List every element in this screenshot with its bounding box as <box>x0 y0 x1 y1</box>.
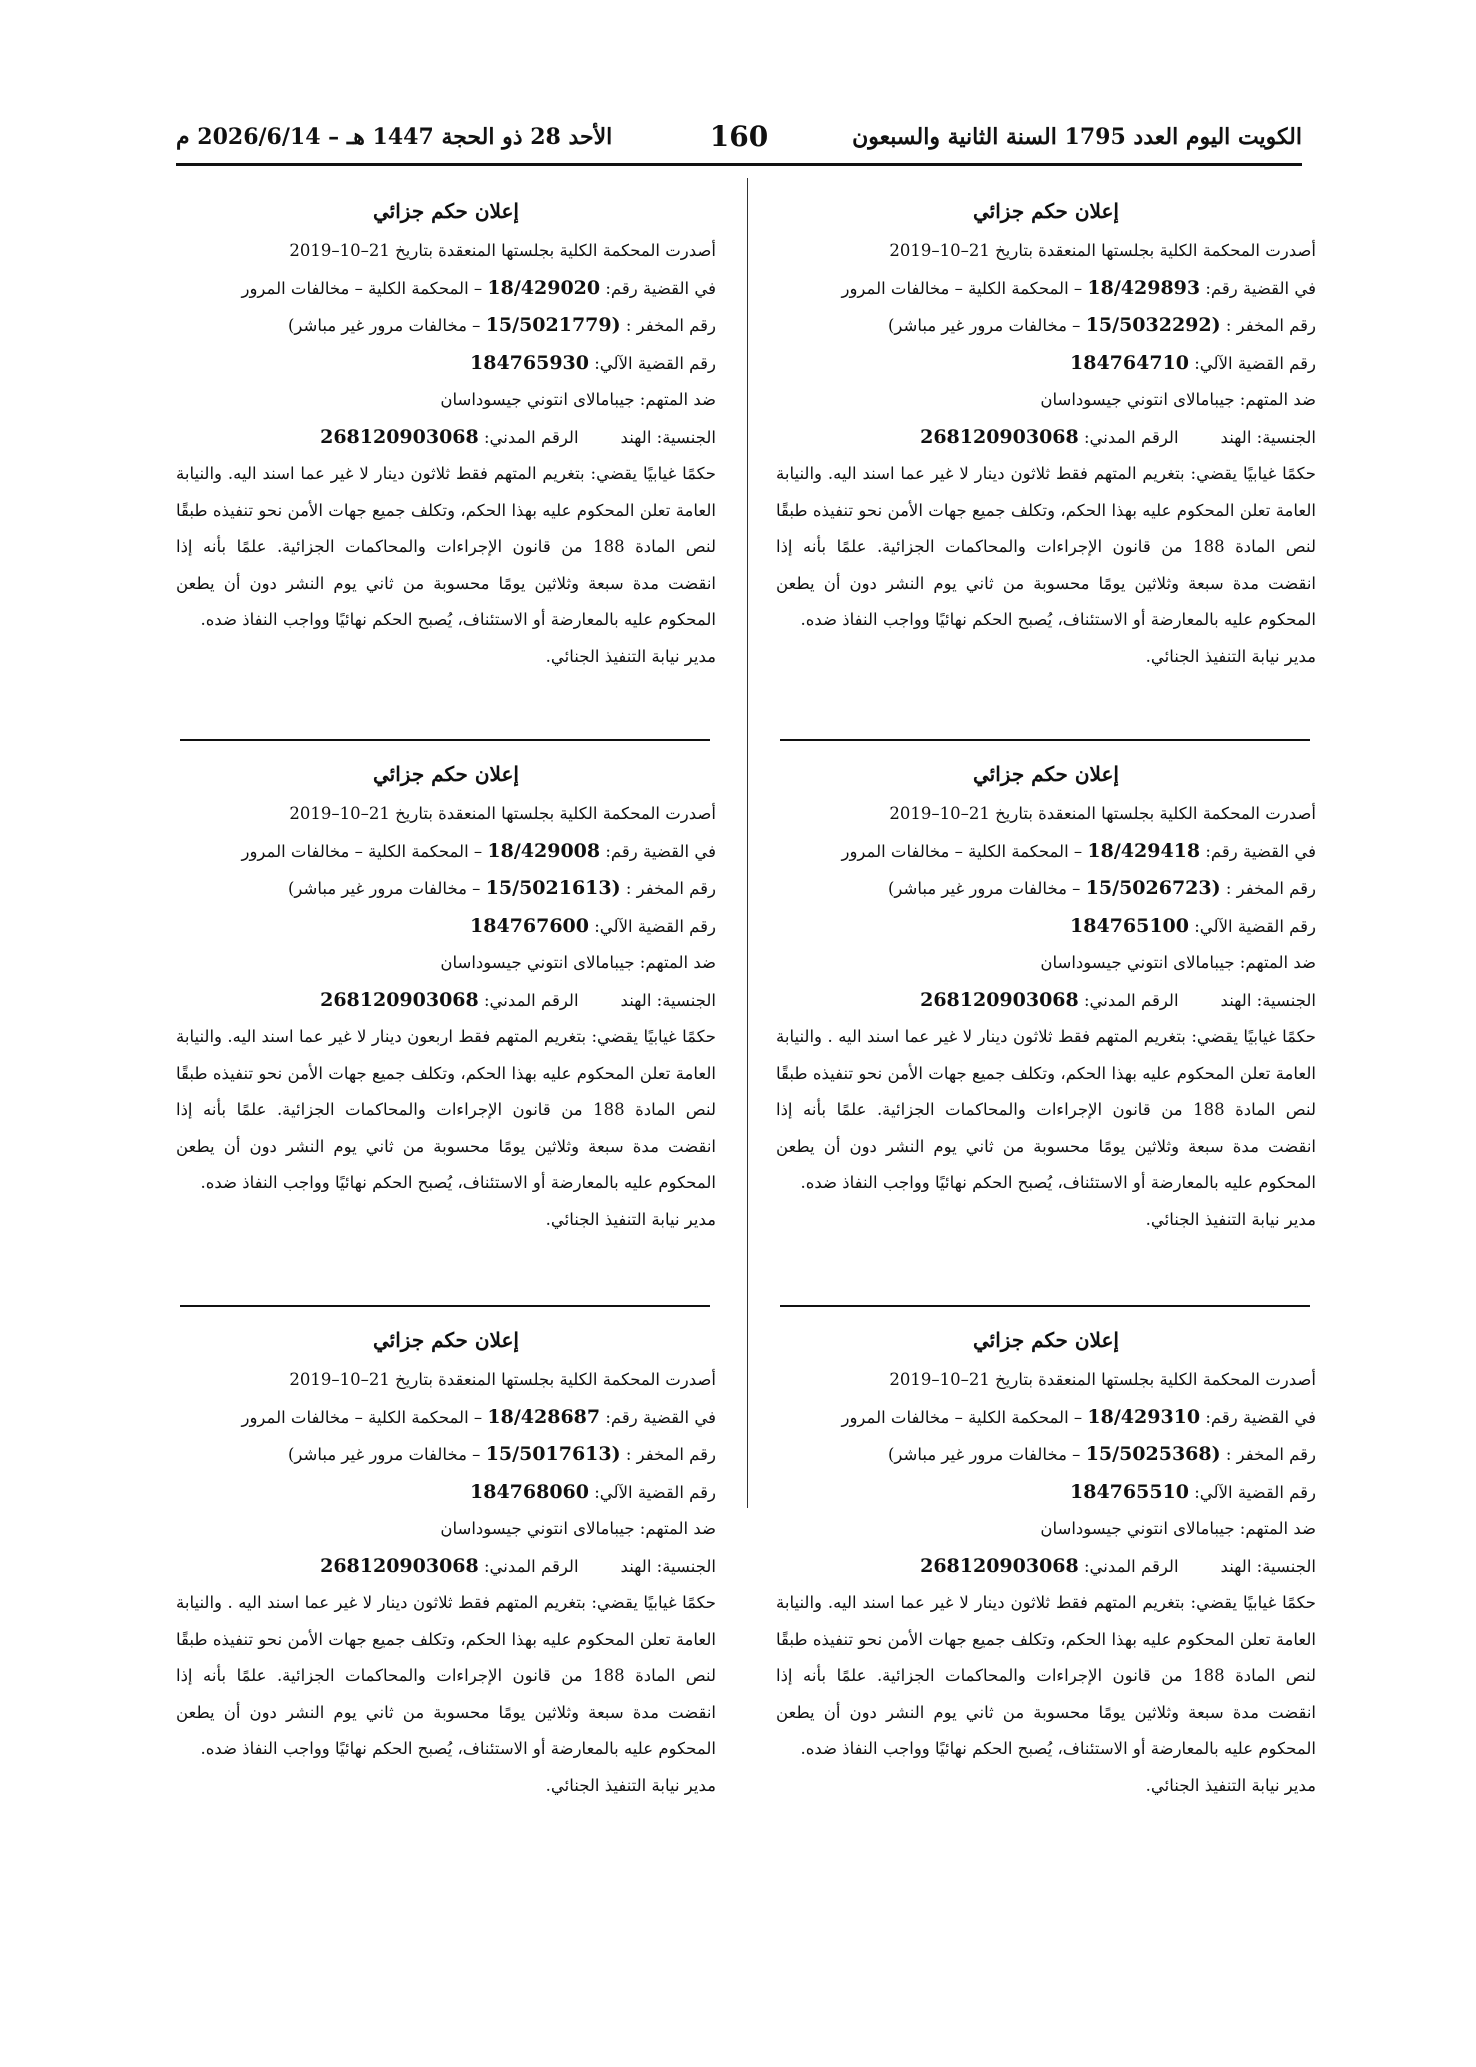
notice-separator <box>180 1305 710 1307</box>
nationality: الجنسية: الهند <box>620 427 716 447</box>
station-row <box>776 870 1316 908</box>
defendant: ضد المتهم: جيبامالاى انتوني جيسوداسان <box>1040 1519 1316 1538</box>
auto-case-row <box>776 345 1316 383</box>
station-number: (15/5025368 <box>1085 1443 1221 1465</box>
auto-case-label: رقم القضية الآلي: <box>594 353 716 373</box>
station-type: – مخالفات مرور غير مباشر) <box>287 879 481 898</box>
defendant: ضد المتهم: جيبامالاى انتوني جيسوداسان <box>1040 953 1316 972</box>
civil-id-number: 268120903068 <box>320 1554 479 1577</box>
case-number: 18/428687 <box>487 1405 601 1428</box>
auto-case-row <box>776 1474 1316 1512</box>
station-row <box>176 1436 716 1474</box>
auto-case-number: 184765930 <box>470 351 589 374</box>
verdict-text: حكمًا غيابيًا يقضي: بتغريم المتهم فقط ثلاثون دينار لا غير عما اسند اليه. والنيابة العامة تعلن المحكوم عليه بهذا الحكم، وتكلف جميع جهات الأمن نحو تنفيذه طبقًا لنص المادة 188 من قانون الإجراءات والمحاكمات الجزائية. علمًا بأنه إذا انقضت مدة سبعة وثلاثين يومًا محسوبة من ثاني يوم النشر دون أن يطعن المحكوم عليه بالمعارضة أو الاستئناف، يُصبح الحكم نهائيًا وواجب النفاذ ضده. <box>176 464 716 629</box>
civil-id-number: 268120903068 <box>920 988 1079 1011</box>
auto-case-row <box>176 908 716 946</box>
station-row <box>776 307 1316 345</box>
case-court: – المحكمة الكلية – مخالفات المرور <box>841 1407 1083 1427</box>
signature: مدير نيابة التنفيذ الجنائي. <box>1145 1209 1316 1229</box>
defendant: ضد المتهم: جيبامالاى انتوني جيسوداسان <box>440 1519 716 1538</box>
station-type: – مخالفات مرور غير مباشر) <box>887 316 1081 335</box>
case-number-row <box>776 833 1316 871</box>
case-label: في القضية رقم: <box>1205 841 1316 861</box>
auto-case-number: 184765100 <box>1070 914 1189 937</box>
station-label: رقم المخفر : <box>625 879 716 898</box>
nationality: الجنسية: الهند <box>620 990 716 1010</box>
case-number: 18/429020 <box>487 276 601 299</box>
auto-case-label: رقم القضية الآلي: <box>1194 916 1316 936</box>
civil-id-number: 268120903068 <box>920 1554 1079 1577</box>
signature: مدير نيابة التنفيذ الجنائي. <box>545 1209 716 1229</box>
page-header <box>176 118 1302 162</box>
verdict-text: حكمًا غيابيًا يقضي: بتغريم المتهم فقط ثلاثون دينار لا غير عما اسند اليه . والنيابة العامة تعلن المحكوم عليه بهذا الحكم، وتكلف جميع جهات الأمن نحو تنفيذه طبقًا لنص المادة 188 من قانون الإجراءات والمحاكمات الجزائية. علمًا بأنه إذا انقضت مدة سبعة وثلاثين يومًا محسوبة من ثاني يوم النشر دون أن يطعن المحكوم عليه بالمعارضة أو الاستئناف، يُصبح الحكم نهائيًا وواجب النفاذ ضده. <box>176 1593 716 1758</box>
auto-case-label: رقم القضية الآلي: <box>594 1482 716 1502</box>
station-row <box>176 870 716 908</box>
case-number-row <box>776 1399 1316 1437</box>
auto-case-row <box>176 345 716 383</box>
issue-date: الأحد 28 ذو الحجة 1447 هـ – 2026/6/14 م <box>176 124 613 150</box>
case-number: 18/429893 <box>1087 276 1201 299</box>
case-label: في القضية رقم: <box>1205 278 1316 298</box>
station-type: – مخالفات مرور غير مباشر) <box>887 879 1081 898</box>
judgment-notice <box>776 753 1316 1238</box>
verdict-text: حكمًا غيابيًا يقضي: بتغريم المتهم فقط ثلاثون دينار لا غير عما اسند اليه. والنيابة العامة تعلن المحكوم عليه بهذا الحكم، وتكلف جميع جهات الأمن نحو تنفيذه طبقًا لنص المادة 188 من قانون الإجراءات والمحاكمات الجزائية. علمًا بأنه إذا انقضت مدة سبعة وثلاثين يومًا محسوبة من ثاني يوم النشر دون أن يطعن المحكوم عليه بالمعارضة أو الاستئناف، يُصبح الحكم نهائيًا وواجب النفاذ ضده. <box>776 1593 1316 1758</box>
page-number: 160 <box>709 120 769 153</box>
notice-separator <box>180 739 710 741</box>
auto-case-label: رقم القضية الآلي: <box>1194 1482 1316 1502</box>
civil-id-label: الرقم المدني: <box>1084 1556 1179 1576</box>
nationality: الجنسية: الهند <box>1220 1556 1316 1576</box>
case-number: 18/429008 <box>487 839 601 862</box>
court-line: أصدرت المحكمة الكلية بجلستها المنعقدة بتاريخ 21–10–2019 <box>289 241 716 260</box>
judgment-notice <box>176 753 716 1238</box>
station-row <box>176 307 716 345</box>
auto-case-row <box>176 1474 716 1512</box>
case-number-row <box>176 833 716 871</box>
auto-case-label: رقم القضية الآلي: <box>1194 353 1316 373</box>
civil-id-label: الرقم المدني: <box>1084 990 1179 1010</box>
civil-id-number: 268120903068 <box>920 425 1079 448</box>
nationality: الجنسية: الهند <box>1220 990 1316 1010</box>
civil-id-label: الرقم المدني: <box>484 1556 579 1576</box>
civil-id-label: الرقم المدني: <box>1084 427 1179 447</box>
notice-title: إعلان حكم جزائي <box>973 762 1119 786</box>
station-label: رقم المخفر : <box>1225 316 1316 335</box>
station-number: (15/5017613 <box>485 1443 621 1465</box>
station-type: – مخالفات مرور غير مباشر) <box>887 1445 1081 1464</box>
column-divider <box>747 178 748 1508</box>
court-line: أصدرت المحكمة الكلية بجلستها المنعقدة بتاريخ 21–10–2019 <box>889 241 1316 260</box>
signature: مدير نيابة التنفيذ الجنائي. <box>1145 1775 1316 1795</box>
verdict-text: حكمًا غيابيًا يقضي: بتغريم المتهم فقط اربعون دينار لا غير عما اسند اليه. والنيابة العامة تعلن المحكوم عليه بهذا الحكم، وتكلف جميع جهات الأمن نحو تنفيذه طبقًا لنص المادة 188 من قانون الإجراءات والمحاكمات الجزائية. علمًا بأنه إذا انقضت مدة سبعة وثلاثين يومًا محسوبة من ثاني يوم النشر دون أن يطعن المحكوم عليه بالمعارضة أو الاستئناف، يُصبح الحكم نهائيًا وواجب النفاذ ضده. <box>176 1027 716 1192</box>
court-line: أصدرت المحكمة الكلية بجلستها المنعقدة بتاريخ 21–10–2019 <box>889 804 1316 823</box>
case-court: – المحكمة الكلية – مخالفات المرور <box>241 278 483 298</box>
case-court: – المحكمة الكلية – مخالفات المرور <box>841 278 1083 298</box>
notice-separator <box>780 739 1310 741</box>
station-number: (15/5026723 <box>1085 877 1221 899</box>
defendant: ضد المتهم: جيبامالاى انتوني جيسوداسان <box>440 390 716 409</box>
judgment-notice <box>176 1319 716 1804</box>
civil-id-label: الرقم المدني: <box>484 990 579 1010</box>
case-number: 18/429310 <box>1087 1405 1201 1428</box>
station-label: رقم المخفر : <box>1225 879 1316 898</box>
signature: مدير نيابة التنفيذ الجنائي. <box>545 1775 716 1795</box>
court-line: أصدرت المحكمة الكلية بجلستها المنعقدة بتاريخ 21–10–2019 <box>289 804 716 823</box>
gazette-issue: الكويت اليوم العدد 1795 السنة الثانية والسبعون <box>852 124 1302 150</box>
judgment-notice <box>176 190 716 675</box>
station-number: (15/5021779 <box>485 314 621 336</box>
verdict-text: حكمًا غيابيًا يقضي: بتغريم المتهم فقط ثلاثون دينار لا غير عما اسند اليه. والنيابة العامة تعلن المحكوم عليه بهذا الحكم، وتكلف جميع جهات الأمن نحو تنفيذه طبقًا لنص المادة 188 من قانون الإجراءات والمحاكمات الجزائية. علمًا بأنه إذا انقضت مدة سبعة وثلاثين يومًا محسوبة من ثاني يوم النشر دون أن يطعن المحكوم عليه بالمعارضة أو الاستئناف، يُصبح الحكم نهائيًا وواجب النفاذ ضده. <box>776 464 1316 629</box>
auto-case-row <box>776 908 1316 946</box>
nationality-row <box>176 419 716 457</box>
case-label: في القضية رقم: <box>1205 1407 1316 1427</box>
auto-case-number: 184767600 <box>470 914 589 937</box>
nationality: الجنسية: الهند <box>620 1556 716 1576</box>
station-number: (15/5021613 <box>485 877 621 899</box>
civil-id-number: 268120903068 <box>320 425 479 448</box>
case-number-row <box>776 270 1316 308</box>
civil-id-label: الرقم المدني: <box>484 427 579 447</box>
notice-title: إعلان حكم جزائي <box>973 1328 1119 1352</box>
case-label: في القضية رقم: <box>605 278 716 298</box>
nationality-row <box>776 419 1316 457</box>
judgment-notice <box>776 1319 1316 1804</box>
auto-case-number: 184764710 <box>1070 351 1189 374</box>
auto-case-number: 184768060 <box>470 1480 589 1503</box>
header-rule <box>176 163 1302 166</box>
station-type: – مخالفات مرور غير مباشر) <box>287 316 481 335</box>
case-label: في القضية رقم: <box>605 841 716 861</box>
auto-case-label: رقم القضية الآلي: <box>594 916 716 936</box>
station-label: رقم المخفر : <box>625 316 716 335</box>
signature: مدير نيابة التنفيذ الجنائي. <box>1145 646 1316 666</box>
court-line: أصدرت المحكمة الكلية بجلستها المنعقدة بتاريخ 21–10–2019 <box>289 1370 716 1389</box>
case-number-row <box>176 270 716 308</box>
auto-case-number: 184765510 <box>1070 1480 1189 1503</box>
notice-separator <box>780 1305 1310 1307</box>
civil-id-number: 268120903068 <box>320 988 479 1011</box>
court-line: أصدرت المحكمة الكلية بجلستها المنعقدة بتاريخ 21–10–2019 <box>889 1370 1316 1389</box>
defendant: ضد المتهم: جيبامالاى انتوني جيسوداسان <box>440 953 716 972</box>
nationality-row <box>776 1548 1316 1586</box>
case-number-row <box>176 1399 716 1437</box>
signature: مدير نيابة التنفيذ الجنائي. <box>545 646 716 666</box>
station-label: رقم المخفر : <box>1225 1445 1316 1464</box>
case-label: في القضية رقم: <box>605 1407 716 1427</box>
station-label: رقم المخفر : <box>625 1445 716 1464</box>
case-court: – المحكمة الكلية – مخالفات المرور <box>241 841 483 861</box>
case-court: – المحكمة الكلية – مخالفات المرور <box>841 841 1083 861</box>
judgment-notice <box>776 190 1316 675</box>
defendant: ضد المتهم: جيبامالاى انتوني جيسوداسان <box>1040 390 1316 409</box>
station-row <box>776 1436 1316 1474</box>
station-number: (15/5032292 <box>1085 314 1221 336</box>
notice-title: إعلان حكم جزائي <box>373 762 519 786</box>
notice-title: إعلان حكم جزائي <box>373 199 519 223</box>
nationality-row <box>176 1548 716 1586</box>
nationality-row <box>776 982 1316 1020</box>
notice-title: إعلان حكم جزائي <box>373 1328 519 1352</box>
nationality: الجنسية: الهند <box>1220 427 1316 447</box>
case-number: 18/429418 <box>1087 839 1201 862</box>
station-type: – مخالفات مرور غير مباشر) <box>287 1445 481 1464</box>
nationality-row <box>176 982 716 1020</box>
verdict-text: حكمًا غيابيًا يقضي: بتغريم المتهم فقط ثلاثون دينار لا غير عما اسند اليه . والنيابة العامة تعلن المحكوم عليه بهذا الحكم، وتكلف جميع جهات الأمن نحو تنفيذه طبقًا لنص المادة 188 من قانون الإجراءات والمحاكمات الجزائية. علمًا بأنه إذا انقضت مدة سبعة وثلاثين يومًا محسوبة من ثاني يوم النشر دون أن يطعن المحكوم عليه بالمعارضة أو الاستئناف، يُصبح الحكم نهائيًا وواجب النفاذ ضده. <box>776 1027 1316 1192</box>
case-court: – المحكمة الكلية – مخالفات المرور <box>241 1407 483 1427</box>
notice-title: إعلان حكم جزائي <box>973 199 1119 223</box>
